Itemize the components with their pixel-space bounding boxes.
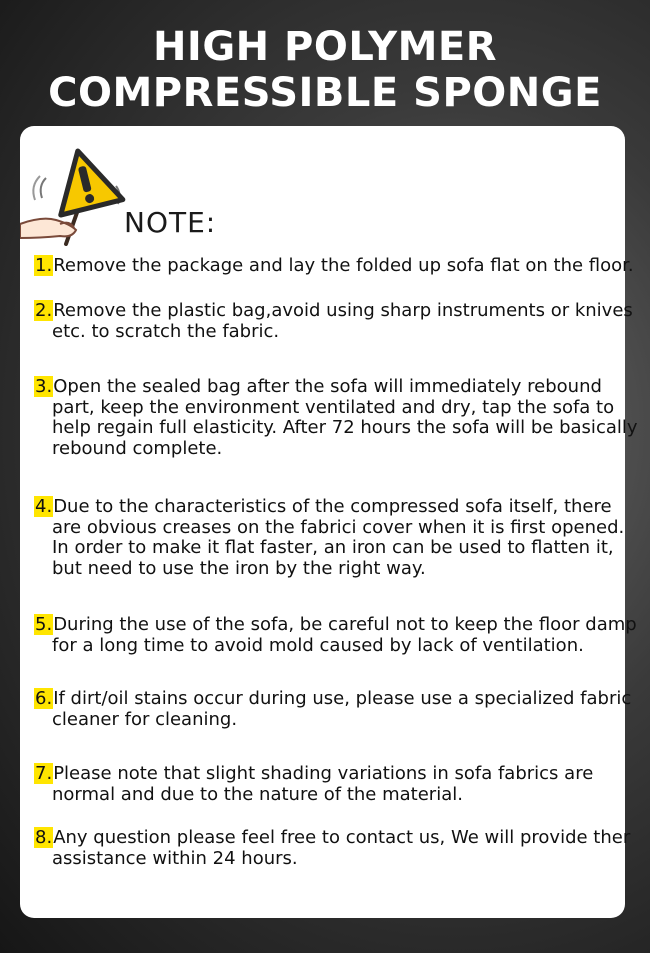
title-line-2: COMPRESSIBLE SPONGE	[48, 70, 602, 116]
list-item: 4.Due to the characteristics of the compressed sofa itself, there are obvious creases on the fabrici cover when it is first opened. In order to make it flat faster, an iron can be used to flatten it, but need to use the iron by the right way.	[35, 496, 625, 579]
list-item: 5.During the use of the sofa, be careful not to keep the floor damp for a long time to avoid mold caused by lack of ventilation.	[35, 614, 637, 656]
title-line-1: HIGH POLYMER	[152, 24, 498, 70]
list-item: 1.Remove the package and lay the folded up sofa flat on the floor.	[35, 255, 634, 276]
list-item: 6.If dirt/oil stains occur during use, please use a specialized fabric cleaner for cleaning.	[35, 688, 632, 730]
list-item: 8.Any question please feel free to contact us, We will provide ther assistance within 24 hours.	[35, 827, 631, 869]
instructions-card	[20, 126, 638, 918]
list-item: 2.Remove the plastic bag,avoid using sharp instruments or knives etc. to scratch the fabric.	[35, 300, 633, 342]
list-item: 3.Open the sealed bag after the sofa will immediately rebound part, keep the environment ventilated and dry, tap the sofa to help regain full elasticity. After 72 hours the sofa will be basically rebound complete.	[35, 376, 638, 459]
page-title	[0, 24, 650, 116]
list-item: 7.Please note that slight shading variations in sofa fabrics are normal and due to the nature of the material.	[35, 763, 594, 805]
warning-sign-icon	[20, 146, 130, 246]
note-label: NOTE:	[124, 206, 217, 239]
note-header	[20, 146, 280, 246]
